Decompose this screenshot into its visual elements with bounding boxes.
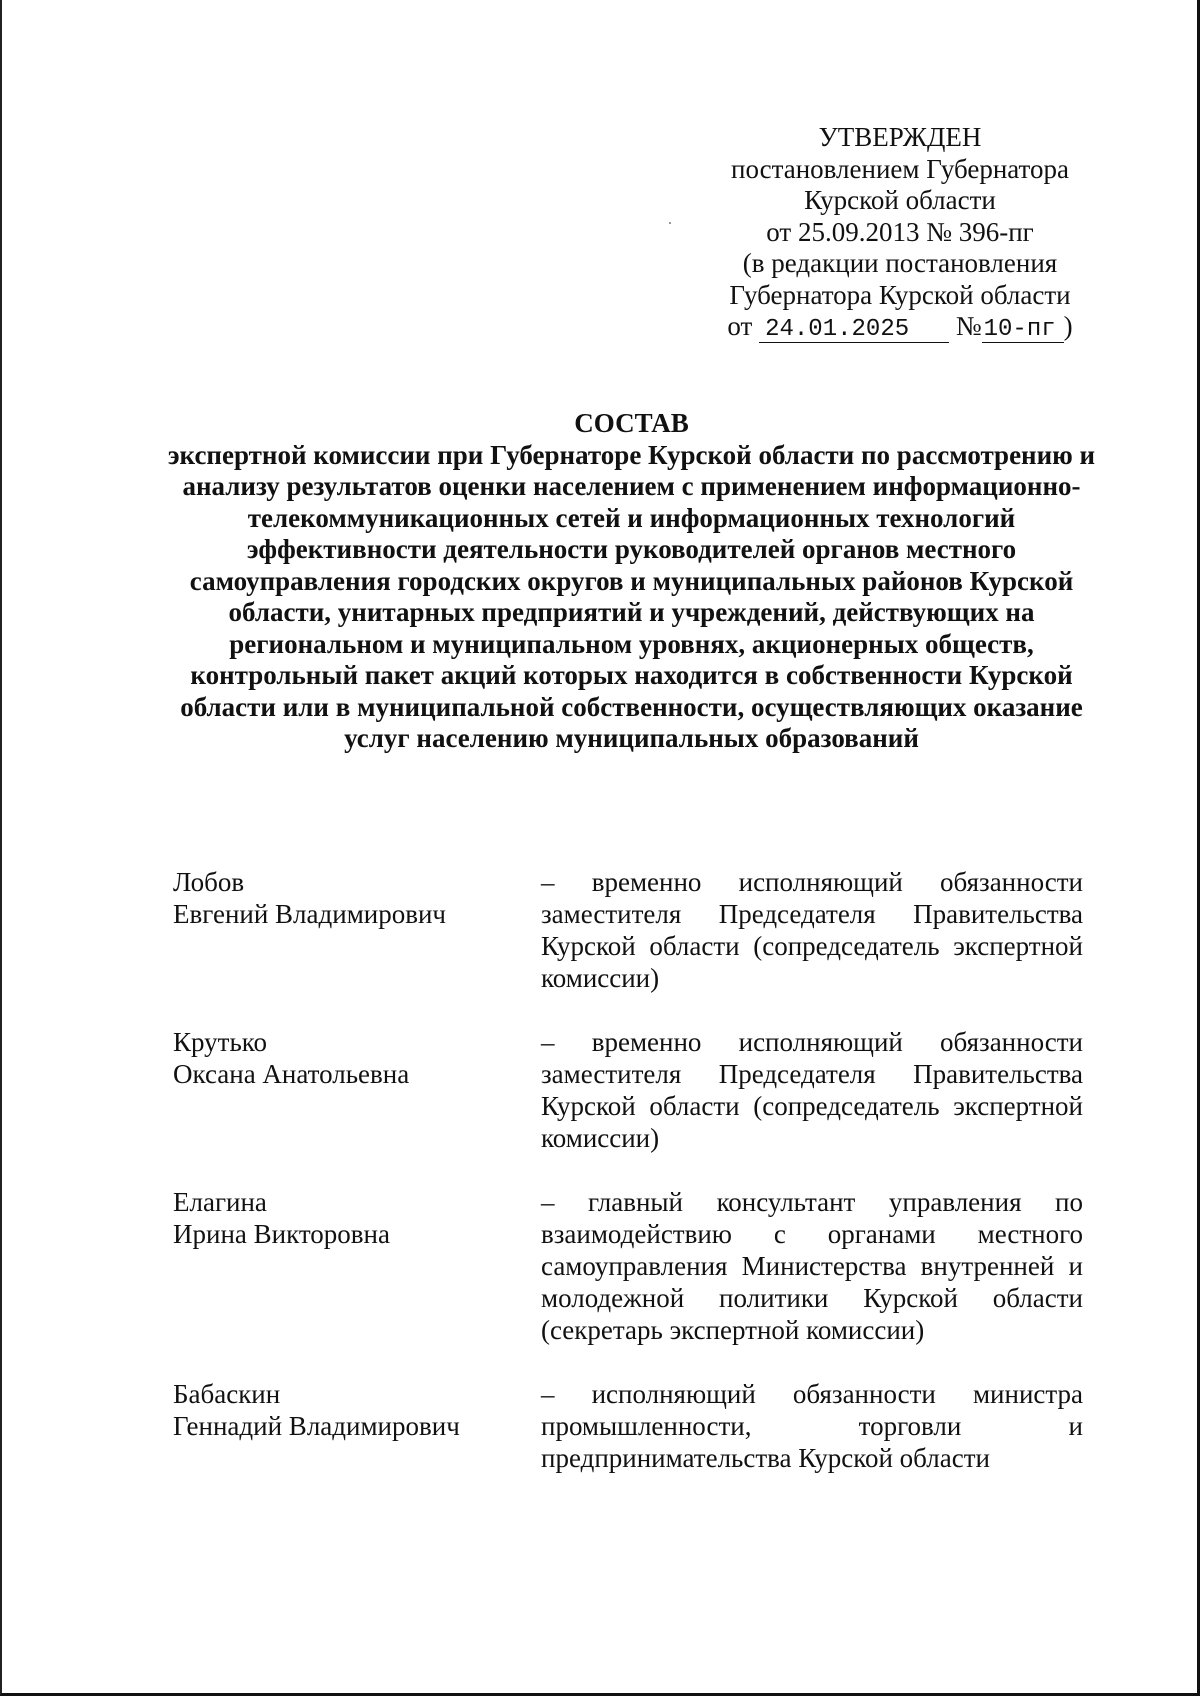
member-row	[173, 866, 1083, 994]
member-surname: Бабаскин	[173, 1379, 281, 1409]
member-name	[173, 1026, 541, 1154]
approval-line-2: Курской области	[804, 185, 996, 215]
approval-number: 10-пг	[982, 318, 1064, 343]
member-name	[173, 1378, 541, 1474]
member-surname: Лобов	[173, 867, 245, 897]
member-row	[173, 1378, 1083, 1474]
approval-close-paren: )	[1063, 311, 1073, 341]
member-surname: Елагина	[173, 1187, 267, 1217]
member-given-names: Оксана Анатольевна	[173, 1059, 410, 1089]
member-name	[173, 1186, 541, 1346]
approval-date: 24.01.2025	[759, 318, 949, 343]
member-role: – временно исполняющий обязанности заместителя Председателя Правительства Курской области (сопредседатель экспертной комиссии)	[541, 1027, 1083, 1153]
member-name	[173, 866, 541, 994]
member-surname: Крутько	[173, 1027, 268, 1057]
approval-from-prefix: от	[727, 311, 753, 341]
title-subtitle: экспертной комиссии при Губернаторе Курской области по рассмотрению и анализу результатов оценки населением с применением информационно-телекоммуникационных сетей и информационных технологий эффективности деятельности руководителей органов местного самоуправления городских округов и муниципальных районов Курской области, унитарных предприятий и учреждений, действующих на региональном и муниципальном уровнях, акционерных обществ, контрольный пакет акций которых находится в собственности Курской области или в муниципальной собственности, осуществляющих оказание услуг населению муниципальных образований	[167, 439, 1096, 753]
member-row	[173, 1186, 1083, 1346]
member-role: – временно исполняющий обязанности заместителя Председателя Правительства Курской области (сопредседатель экспертной комиссии)	[541, 867, 1083, 993]
member-role: – главный консультант управления по взаимодействию с органами местного самоуправления Министерства внутренней и молодежной политики Курской области (секретарь экспертной комиссии)	[541, 1187, 1083, 1345]
members-list	[173, 866, 1083, 1474]
member-given-names: Евгений Владимирович	[173, 899, 447, 929]
document-title	[150, 408, 1113, 755]
approval-number-sign: №	[955, 311, 982, 341]
member-given-names: Геннадий Владимирович	[173, 1411, 460, 1441]
member-row	[173, 1026, 1083, 1154]
member-role: – исполняющий обязанности министра промышленности, торговли и предпринимательства Курской области	[541, 1379, 1083, 1473]
scan-speck	[669, 222, 671, 224]
approval-heading: УТВЕРЖДЕН	[818, 122, 982, 152]
approval-block	[715, 122, 1085, 343]
approval-line-5: Губернатора Курской области	[729, 279, 1071, 310]
approval-line-1: постановлением Губернатора	[731, 153, 1069, 184]
title-heading: СОСТАВ	[574, 408, 689, 438]
approval-date-line	[715, 311, 1085, 343]
member-given-names: Ирина Викторовна	[173, 1219, 390, 1249]
approval-line-3: от 25.09.2013 № 396-пг	[766, 216, 1034, 247]
approval-line-4: (в редакции постановления	[742, 248, 1058, 278]
